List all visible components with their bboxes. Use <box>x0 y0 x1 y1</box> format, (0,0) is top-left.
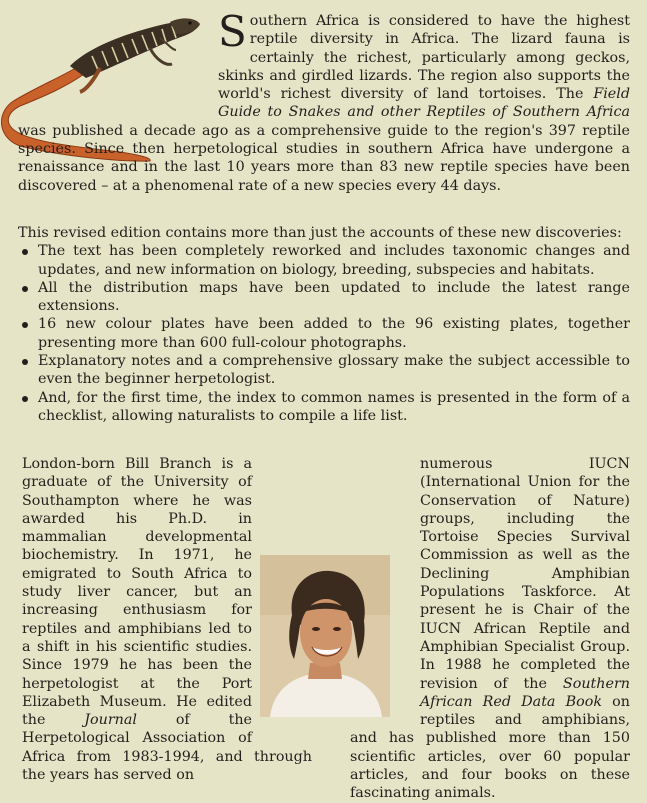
list-item: All the distribution maps have been updated to include the latest range extensions. <box>18 279 630 316</box>
drop-cap: S <box>218 7 247 56</box>
intro-text-a: outhern Africa is considered to have the highest reptile diversity in Africa. The lizard fauna is certainly the richest, particularly among geckos, skinks and girdled lizards. The region also supports the world's richest diversity of land tortoises. The <box>218 13 630 103</box>
bullet-icon <box>22 286 28 292</box>
bullet-icon <box>22 322 28 328</box>
bio-right-column: numerous IUCN (International Union for the Conservation of Nature) groups, including the Tortoise Species Survival Commission as well as the Declining Amphibian Populations Taskforce. At present he is Chair of the IUCN African Reptile and Amphibian Specialist Group. In 1988 he completed the revision of the Southern African Red Data Book on reptiles and amphibians, and has published more than 150 scientific articles, over 60 popular articles, and four books on these fascinating animals. <box>350 456 630 802</box>
intro-paragraph <box>18 7 630 195</box>
author-portrait-image <box>260 555 390 717</box>
feature-list <box>18 242 630 425</box>
bullet-icon <box>22 359 28 365</box>
illustration-space <box>18 12 218 106</box>
book-title: Field Guide to Snakes and other Reptiles of Southern Africa <box>218 86 630 121</box>
journal-title: Journal <box>84 712 137 729</box>
red-data-book-title: Southern African Red Data Book <box>420 675 630 710</box>
bio-left-column: London-born Bill Branch is a graduate of the University of Southampton where he was awarded his Ph.D. in mammalian developmental biochemistry. In 1971, he emigrated to South Africa to study liver cancer, but an increasing enthusiasm for reptiles and amphibians led to a shift in his scientific studies. Since 1979 he has been the herpetologist at the Port Elizabeth Museum. He edited the Journal of the Herpetological Association of Africa from 1983-1994, and through the years has served on <box>22 456 312 784</box>
revised-edition-section <box>18 224 630 425</box>
intro-text-b: was published a decade ago as a comprehensive guide to the region's 397 reptile species. Since then herpetological studies in southern Africa have undergone a renaissance and in the last 10 years more than 83 new reptile species have been discovered – at a phenomenal rate of a new species every 44 days. <box>18 122 630 194</box>
list-item: Explanatory notes and a comprehensive glossary make the subject accessible to even the beginner herpetologist. <box>18 352 630 389</box>
bullet-icon <box>22 249 28 255</box>
list-item: And, for the first time, the index to common names is presented in the form of a checklist, allowing naturalists to compile a life list. <box>18 389 630 426</box>
list-item: 16 new colour plates have been added to the 96 existing plates, together presenting more than 600 full-colour photographs. <box>18 315 630 352</box>
list-item: The text has been completely reworked and includes taxonomic changes and updates, and new information on biology, breeding, subspecies and habitats. <box>18 242 630 279</box>
author-photo <box>260 555 390 717</box>
revised-lead: This revised edition contains more than just the accounts of these new discoveries: <box>18 225 622 241</box>
bullet-icon <box>22 396 28 402</box>
